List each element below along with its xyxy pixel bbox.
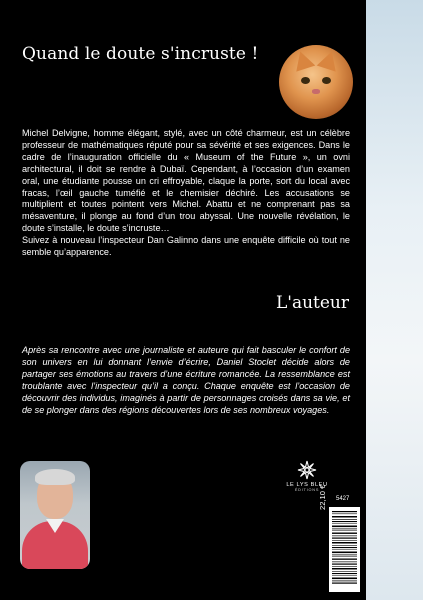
isbn-number: 9 791037 781545 [322, 553, 328, 592]
barcode [329, 507, 360, 592]
cat-eye-right [322, 77, 331, 84]
cat-eye-left [301, 77, 310, 84]
author-heading: L'auteur [275, 293, 349, 313]
book-code: 5427 [336, 496, 350, 502]
author-hair [35, 469, 75, 485]
synopsis [22, 128, 350, 259]
cat-nose [312, 89, 320, 94]
cat-portrait [279, 45, 353, 119]
price: 22,10 € [318, 484, 327, 510]
publisher-label: ÉDITIONS [294, 488, 320, 492]
synopsis-paragraph: Michel Delvigne, homme élégant, stylé, avec un côté charmeur, est un célèbre professeur de mathématiques réputé pour sa sévérité et ses exigences. Dans le cadre de l’inauguration officielle du « Museum of the Future », un ovni architectural, il doit se rendre à Dubaï. Cependant, à l’occasion d’un examen oral, une étudiante pousse un cri effroyable, claque la porte, sort du local avec fracas, l’œil gauche tuméfié et le chemisier déchiré. Les accusations se multiplient et toutes pointent vers Michel. Abattu et ne comprenant pas sa mésaventure, il plonge au fond d’un trou abyssal. Une nouvelle révélation, le doute s’installe, le doute s’incruste… [22, 128, 350, 234]
author-photo [20, 461, 90, 569]
lily-icon [296, 459, 318, 481]
cat-ear-right [317, 48, 342, 71]
cat-ear-left [291, 48, 316, 71]
synopsis-paragraph: Suivez à nouveau l’inspecteur Dan Galinno dans une enquête difficile où tout ne semble qu’apparence. [22, 235, 350, 258]
author-bio: Après sa rencontre avec une journaliste et auteure qui fait basculer le confort de son univers en lui donnant l’envie d’écrire, Daniel Stoclet décide alors de partager ses émotions au travers d’une écriture romancée. La ressemblance est troublante avec l’inspecteur qu’il a conçu. Chaque enquête est l’occasion de découvrir des individus, imaginés à partir de personnages croisés dans sa vie, et de se plonger dans des régions découvertes lors de ses nombreux voyages. [22, 345, 350, 415]
barcode-icon [329, 507, 360, 587]
publisher-name: LE LYS BLEU [286, 482, 328, 488]
book-title: Quand le doute s'incruste ! [22, 44, 259, 64]
